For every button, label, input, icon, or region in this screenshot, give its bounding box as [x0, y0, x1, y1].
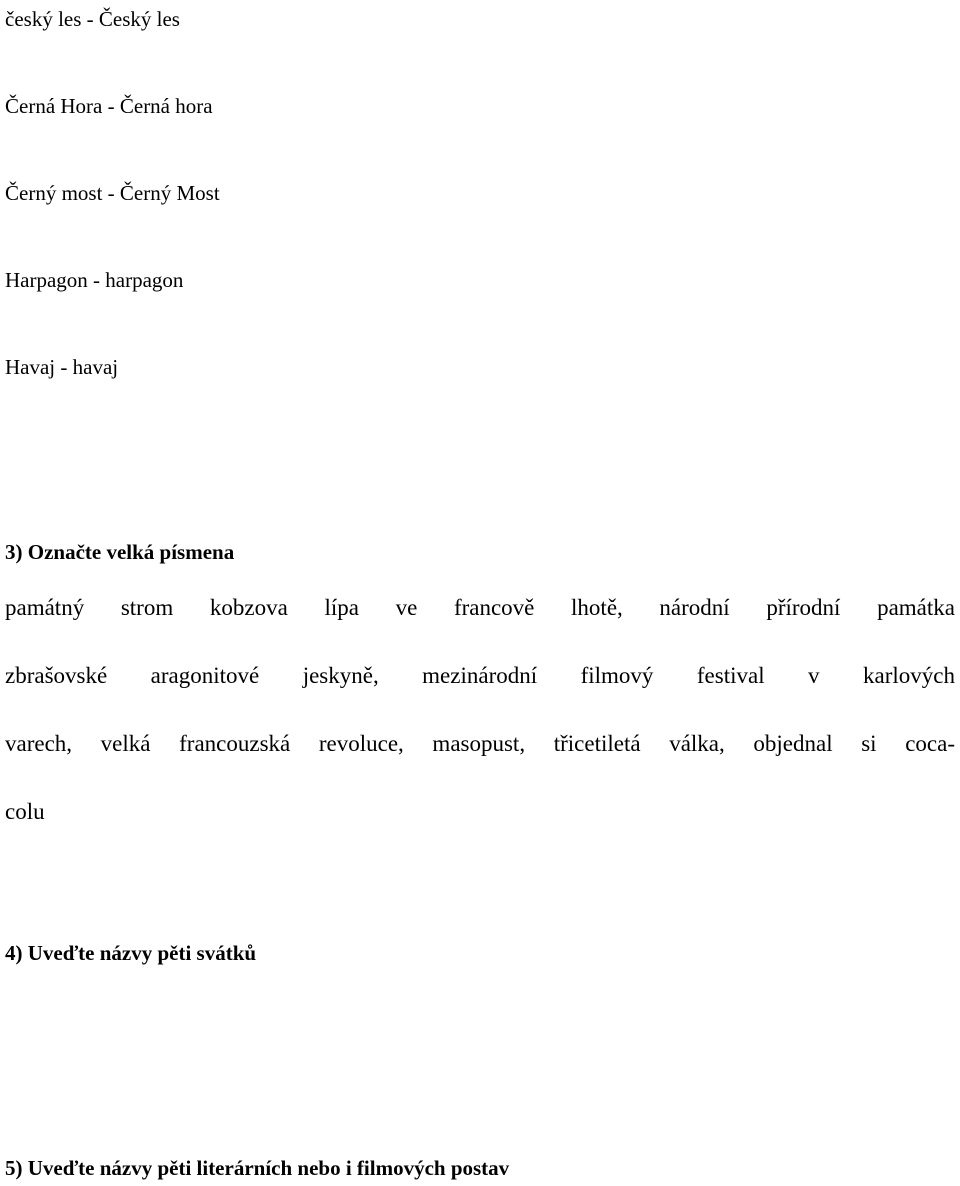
word-pair-line: český les - Český les [5, 7, 180, 31]
task3-text-line: varech, velká francouzská revoluce, masopust, třicetiletá válka, objednal si coca- [5, 731, 955, 756]
task3-text-line: colu [5, 799, 45, 824]
word-pair-line: Harpagon - harpagon [5, 268, 184, 292]
task5-heading: 5) Uveďte názvy pěti literárních nebo i filmových postav [5, 1156, 510, 1180]
word-pair-line: Černý most - Černý Most [5, 181, 220, 205]
task3-text-line: památný strom kobzova lípa ve francově lhotě, národní přírodní památka [5, 595, 955, 620]
task4-heading: 4) Uveďte názvy pěti svátků [5, 941, 257, 965]
word-pair-line: Černá Hora - Černá hora [5, 94, 213, 118]
task3-text-line: zbrašovské aragonitové jeskyně, mezinárodní filmový festival v karlových [5, 663, 955, 688]
task3-heading: 3) Označte velká písmena [5, 540, 235, 564]
word-pair-line: Havaj - havaj [5, 355, 119, 379]
